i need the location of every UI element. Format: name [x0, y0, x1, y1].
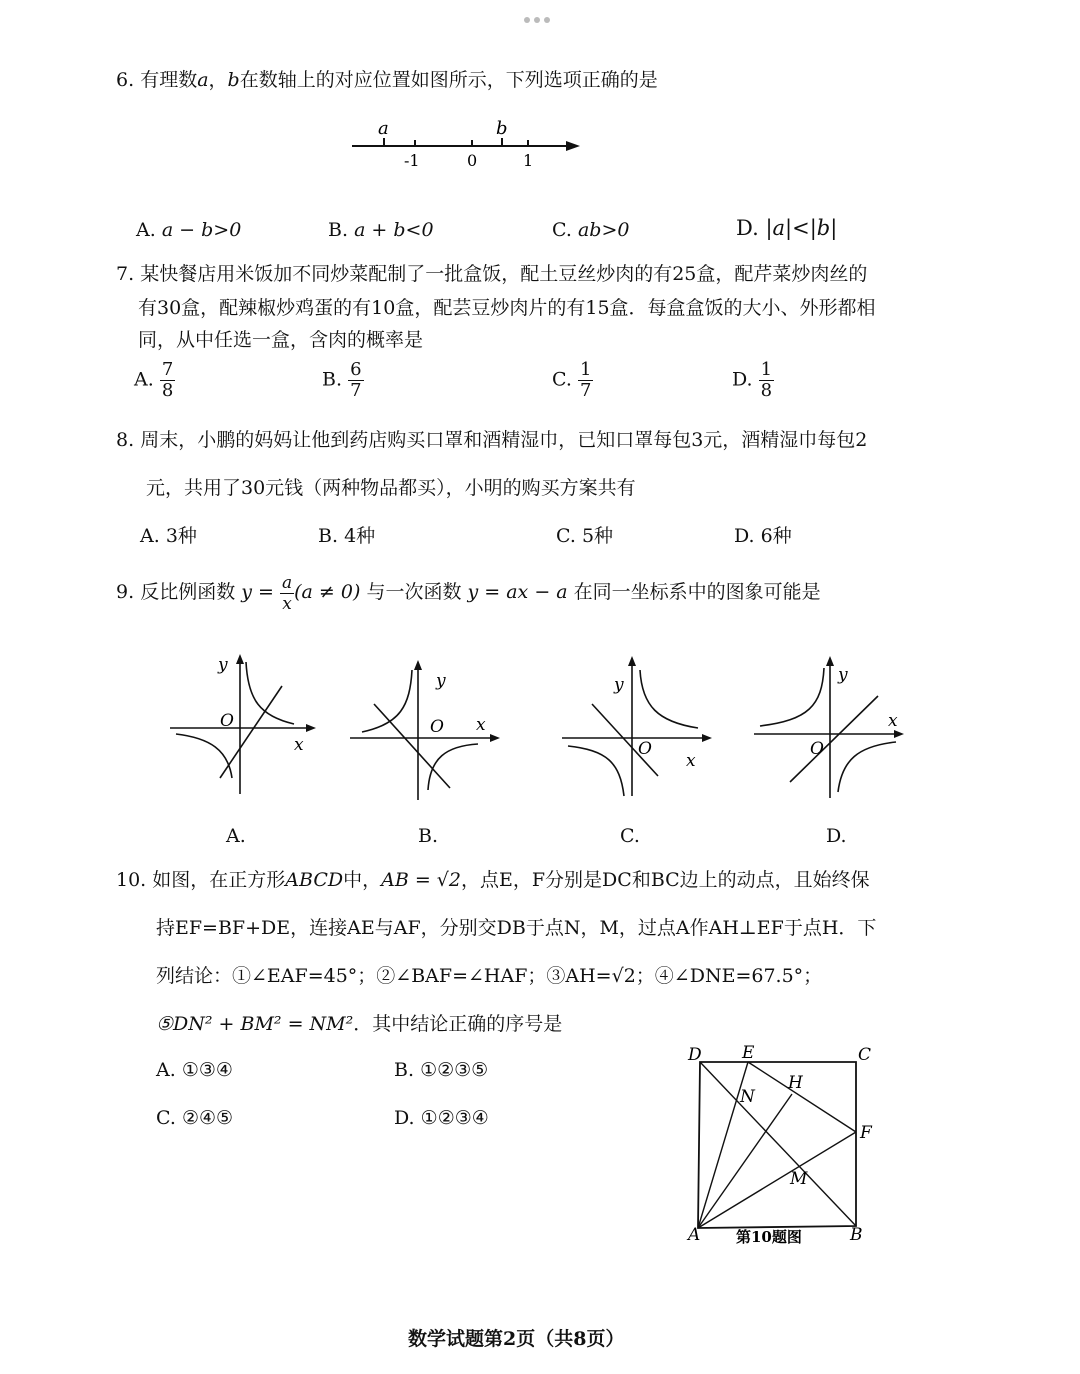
svg-text:C: C: [858, 1045, 872, 1065]
question-8-line-1: 8. 周末，小鹏的妈妈让他到药店购买口罩和酒精湿巾，已知口罩每包3元，酒精湿巾每包2: [116, 429, 868, 451]
tick-label-1: 1: [523, 151, 534, 170]
svg-text:x: x: [294, 735, 304, 755]
q7-option-c[interactable]: C. $\frac{1}{7}$: [552, 359, 592, 401]
svg-text:H: H: [788, 1073, 803, 1093]
q8-option-a[interactable]: A. 3种: [140, 525, 197, 547]
graph-a-label[interactable]: A.: [226, 825, 246, 847]
question-8-line-2: 元，共用了30元钱（两种物品都买），小明的购买方案共有: [146, 477, 636, 499]
svg-text:O: O: [638, 739, 652, 759]
svg-text:F: F: [860, 1123, 872, 1143]
question-number: 6.: [116, 69, 135, 91]
question-10-line-1: 10. 如图，在正方形ABCD中，AB = √2，点E，F分别是DC和BC边上的动点，且始终保: [116, 869, 870, 891]
q10-option-b[interactable]: B. ①②③⑤: [394, 1059, 489, 1081]
label-a: a: [378, 118, 389, 139]
question-9: 9. 反比例函数 y = $\frac{a}{x}$ (a ≠ 0) 与一次函数 y = ax − a 在同一坐标系中的图象可能是: [116, 572, 821, 614]
q8-option-c[interactable]: C. 5种: [556, 525, 614, 547]
svg-text:E: E: [742, 1043, 755, 1063]
q10-option-c[interactable]: C. ②④⑤: [156, 1107, 234, 1129]
svg-text:y: y: [614, 675, 624, 695]
graph-c-label[interactable]: C.: [620, 825, 640, 847]
svg-text:x: x: [888, 711, 898, 731]
question-10-line-3: 列结论：①∠EAF=45°；②∠BAF=∠HAF；③AH=√2；④∠DNE=67.5°；: [156, 965, 823, 987]
q8-option-d[interactable]: D. 6种: [734, 525, 792, 547]
graph-a[interactable]: [160, 650, 320, 800]
q6-option-b[interactable]: B. a + b<0: [328, 219, 434, 241]
q6-option-d[interactable]: D. |a|<|b|: [736, 216, 838, 240]
svg-text:y: y: [436, 671, 446, 691]
question-10-line-2: 持EF=BF+DE，连接AE与AF，分别交DB于点N，M，过点A作AH⊥EF于点H．下: [156, 917, 877, 939]
svg-text:y: y: [218, 655, 228, 675]
tick-label-minus-1: -1: [404, 151, 420, 170]
q10-option-d[interactable]: D. ①②③④: [394, 1107, 489, 1129]
svg-text:B: B: [850, 1225, 863, 1245]
graph-b-label[interactable]: B.: [418, 825, 439, 847]
q7-option-d[interactable]: D. $\frac{1}{8}$: [732, 359, 773, 401]
q6-option-c[interactable]: C. ab>0: [552, 219, 630, 241]
question-6: 6. 有理数a，b在数轴上的对应位置如图所示，下列选项正确的是: [116, 69, 658, 91]
svg-text:N: N: [740, 1087, 755, 1107]
svg-text:y: y: [838, 665, 848, 685]
page-footer: 数学试题第2页（共8页）: [408, 1328, 625, 1350]
svg-text:O: O: [810, 739, 824, 759]
q7-option-b[interactable]: B. $\frac{6}{7}$: [322, 359, 362, 401]
question-10-line-4: ⑤DN² + BM² = NM²．其中结论正确的序号是: [156, 1013, 563, 1035]
graph-d[interactable]: [750, 652, 910, 802]
number-line-figure: [340, 112, 600, 174]
svg-text:M: M: [790, 1169, 808, 1189]
graph-b[interactable]: [346, 656, 506, 806]
q10-option-a[interactable]: A. ①③④: [156, 1059, 233, 1081]
svg-text:D: D: [688, 1045, 702, 1065]
svg-text:O: O: [430, 717, 444, 737]
q6-option-a[interactable]: A. a − b>0: [136, 219, 242, 241]
svg-text:A: A: [688, 1225, 701, 1245]
top-menu-dots[interactable]: [524, 8, 558, 16]
question-7-line-3: 同，从中任选一盒，含肉的概率是: [138, 329, 424, 351]
svg-text:x: x: [686, 751, 696, 771]
tick-label-0: 0: [467, 151, 478, 170]
square-figure: [680, 1040, 880, 1250]
svg-text:O: O: [220, 711, 234, 731]
graph-d-label[interactable]: D.: [826, 825, 847, 847]
label-b: b: [496, 118, 508, 139]
question-7-line-1: 7. 某快餐店用米饭加不同炒菜配制了一批盒饭，配土豆丝炒肉的有25盒，配芹菜炒肉丝的: [116, 263, 868, 285]
svg-text:第10题图: 第10题图: [736, 1228, 802, 1246]
svg-text:x: x: [476, 715, 486, 735]
q8-option-b[interactable]: B. 4种: [318, 525, 376, 547]
question-7-line-2: 有30盒，配辣椒炒鸡蛋的有10盒，配芸豆炒肉片的有15盒．每盒盒饭的大小、外形都相: [138, 297, 876, 319]
q7-option-a[interactable]: A. $\frac{7}{8}$: [134, 359, 174, 401]
graph-c[interactable]: [558, 652, 718, 802]
